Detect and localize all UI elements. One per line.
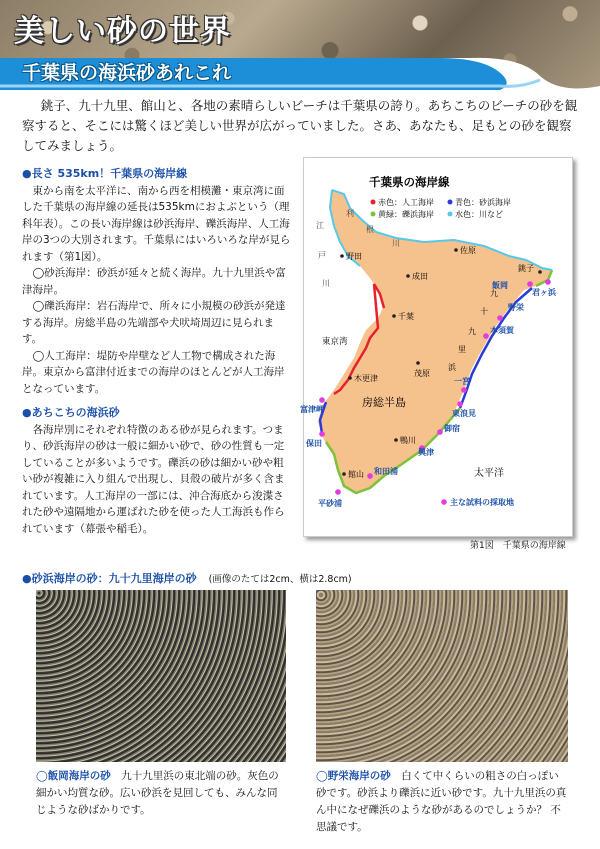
site-dot-futtsumisaki bbox=[319, 397, 325, 403]
section2-heading-text: あちこちの海浜砂 bbox=[31, 406, 120, 419]
figure-caption: 第1図 千葉県の海岸線 bbox=[470, 541, 566, 551]
city-dot-sawara bbox=[454, 248, 458, 252]
sample-legend: 主な試料の採取地 bbox=[450, 498, 514, 507]
bullet-icon: ● bbox=[22, 406, 32, 419]
photos-note: (画像のたては2cm、横は2.8cm) bbox=[208, 574, 352, 585]
label-kujukuri-3: 九 bbox=[468, 327, 476, 336]
city-dot-kisarazu bbox=[348, 376, 352, 380]
label-kujukuri-5: 浜 bbox=[448, 363, 456, 372]
legend-dot-red bbox=[371, 200, 376, 205]
nosaka-caption-text: 白くて中くらいの粗さの白っぽい砂です。砂浜より礫浜に近い砂です。九十九里浜の真ん中になぜ礫浜のような砂があるのでしょうか？ 不思議です。 bbox=[316, 770, 567, 833]
sandy-coast-paragraph: ◯砂浜海岸：砂浜が延々と続く海岸。九十九里浜や富津海岸。 bbox=[22, 267, 286, 296]
legend-dot-cyan bbox=[448, 212, 453, 217]
river-label-ne: 根 bbox=[366, 225, 374, 234]
city-mobara: 茂原 bbox=[414, 369, 430, 378]
site-kimigahama: 君ヶ浜 bbox=[532, 288, 556, 297]
city-dot-kamogawa bbox=[394, 438, 398, 442]
gravel-coast-paragraph: ◯礫浜海岸：岩石海岸で、所々に小規模の砂浜が発達する海岸。房総半島の先端部や犬吠埼周辺に見られます。 bbox=[22, 300, 286, 345]
city-dot-narita bbox=[406, 274, 410, 278]
city-dot-chiba bbox=[392, 314, 396, 318]
section2-paragraph: 各海岸別にそれぞれ特徴のある砂が見られます。つまり、砂浜海岸の砂は一般に細かい砂で、砂の性質も一定していることが多いようです。礫浜の砂は細かい砂や粗い砂が複雑に入り組んで出現し、貝殻の破片が多く含まれています。人工海岸の一部には、沖合海底から浚渫された砂や遠隔地から運ばれた砂を使った人工海浜も作られています（幕張や稲毛）。 bbox=[22, 423, 285, 535]
site-ichinomiya: 一宮 bbox=[454, 377, 470, 386]
city-chiba: 千葉 bbox=[398, 312, 414, 321]
site-motosuga: 本須賀 bbox=[490, 326, 514, 335]
sample-legend-dot bbox=[441, 499, 447, 505]
site-onjuku: 御宿 bbox=[444, 424, 460, 433]
city-kamogawa: 鴨川 bbox=[400, 436, 416, 445]
river-label-e: 江 bbox=[316, 221, 324, 230]
legend-dot-yellow bbox=[371, 212, 376, 217]
section1-paragraph: 東から南を太平洋に、南から西を相模灘・東京湾に面した千葉県の海岸線の延長は535kmにおよぶという（理科年表）。この長い海岸線は砂浜海岸、礫浜海岸、人工海岸の3つの大別されます。千葉県にはいろいろな岸が見られます（第1図）。 bbox=[22, 184, 291, 263]
site-okitsu: 興津 bbox=[418, 448, 434, 457]
legend-blue: 青色：砂浜海岸 bbox=[455, 198, 511, 207]
legend-yellow: 黄緑：礫浜海岸 bbox=[378, 210, 434, 219]
map-svg bbox=[300, 158, 572, 536]
label-kujukuri-4: 里 bbox=[458, 345, 466, 354]
photos-heading-text: 砂浜海岸の砂：九十九里海岸の砂 bbox=[31, 572, 197, 585]
coastline-map bbox=[300, 157, 573, 537]
label-kujukuri-1: 九 bbox=[490, 289, 498, 298]
site-iioka: 飯岡 bbox=[492, 281, 508, 290]
bullet-icon: ● bbox=[22, 167, 32, 180]
legend-dot-blue bbox=[448, 200, 453, 205]
city-choshi: 銚子 bbox=[518, 264, 534, 273]
left-column bbox=[22, 164, 294, 537]
artificial-coast-paragraph: ◯人工海岸：堤防や岸壁など人工物で構成された海岸。東京から富津付近までの海岸のほとんどが人工海岸となっています。 bbox=[22, 349, 285, 395]
city-dot-noda bbox=[340, 254, 344, 258]
site-dot-hota bbox=[319, 431, 325, 437]
page-subtitle: 千葉県の海浜砂あれこれ bbox=[22, 62, 232, 84]
river-label-to: 利 bbox=[346, 209, 354, 218]
city-tateyama: 館山 bbox=[348, 470, 364, 479]
site-hota: 保田 bbox=[306, 439, 322, 448]
section2-heading bbox=[22, 405, 294, 422]
site-dot-onjuku bbox=[437, 429, 443, 435]
bullet-icon: ● bbox=[22, 572, 32, 585]
legend-red: 赤色：人工海岸 bbox=[378, 198, 434, 207]
site-dot-motosuga bbox=[483, 333, 489, 339]
site-nosaka: 野栄 bbox=[508, 303, 524, 312]
city-noda: 野田 bbox=[346, 252, 362, 261]
site-dot-higashinamimi bbox=[457, 401, 463, 407]
site-dot-wadaura bbox=[367, 473, 373, 479]
city-dot-mobara bbox=[416, 361, 420, 365]
page-title: 美しい砂の世界 bbox=[14, 14, 231, 49]
section1-heading-text: 長さ 535km！千葉県の海岸線 bbox=[31, 167, 188, 180]
header-banner bbox=[0, 0, 600, 92]
city-narita: 成田 bbox=[412, 272, 428, 281]
site-dot-nosaka bbox=[497, 315, 503, 321]
iioka-sand-photo bbox=[36, 590, 286, 762]
iioka-caption bbox=[36, 768, 286, 819]
river-label-gawa1: 川 bbox=[322, 279, 330, 288]
site-dot-kimigahama bbox=[545, 279, 551, 285]
iioka-caption-title: ◯飯岡海岸の砂 bbox=[36, 770, 111, 782]
label-peninsula: 房総半島 bbox=[362, 396, 406, 409]
photos-heading bbox=[22, 570, 352, 586]
legend-cyan: 水色：川など bbox=[455, 210, 503, 219]
site-hiraisoura: 平砂浦 bbox=[318, 499, 342, 508]
nosaka-caption-title: ◯野栄海岸の砂 bbox=[316, 770, 391, 782]
iioka-caption-text: 九十九里浜の東北端の砂。灰色の細かい均質な砂。広い砂浜を見回しても、みんな同じような砂ばかりです。 bbox=[36, 770, 279, 816]
chiba-landmass bbox=[318, 190, 552, 493]
nosaka-sand-photo bbox=[316, 590, 568, 762]
river-label-do: 戸 bbox=[318, 251, 326, 260]
site-futtsumisaki: 富津岬 bbox=[300, 405, 324, 414]
label-pacific: 太平洋 bbox=[474, 468, 504, 479]
site-higashinamimi: 東浪見 bbox=[452, 409, 476, 418]
site-dot-hiraisoura bbox=[335, 489, 341, 495]
map-title: 千葉県の海岸線 bbox=[369, 175, 450, 189]
river-label-gawa2: 川 bbox=[392, 239, 400, 248]
site-wadaura: 和田浦 bbox=[374, 467, 398, 476]
section1-heading bbox=[22, 166, 294, 183]
city-dot-choshi bbox=[538, 270, 542, 274]
label-tokyowan: 東京湾 bbox=[322, 337, 348, 347]
intro-paragraph: 銚子、九十九里、館山と、各地の素晴らしいビーチは千葉県の誇り。あちこちのビーチの砂を観察すると、そこには驚くほど美しい世界が広がっていました。さあ、あなたも、足もとの砂を観察してみましょう。 bbox=[22, 98, 578, 153]
city-dot-tateyama bbox=[342, 472, 346, 476]
nosaka-caption bbox=[316, 768, 568, 836]
city-sawara: 佐原 bbox=[460, 246, 476, 255]
city-kisarazu: 木更津 bbox=[354, 374, 378, 383]
site-dot-ichinomiya bbox=[461, 387, 467, 393]
label-kujukuri-2: 十 bbox=[480, 307, 488, 316]
site-dot-iioka bbox=[527, 281, 533, 287]
